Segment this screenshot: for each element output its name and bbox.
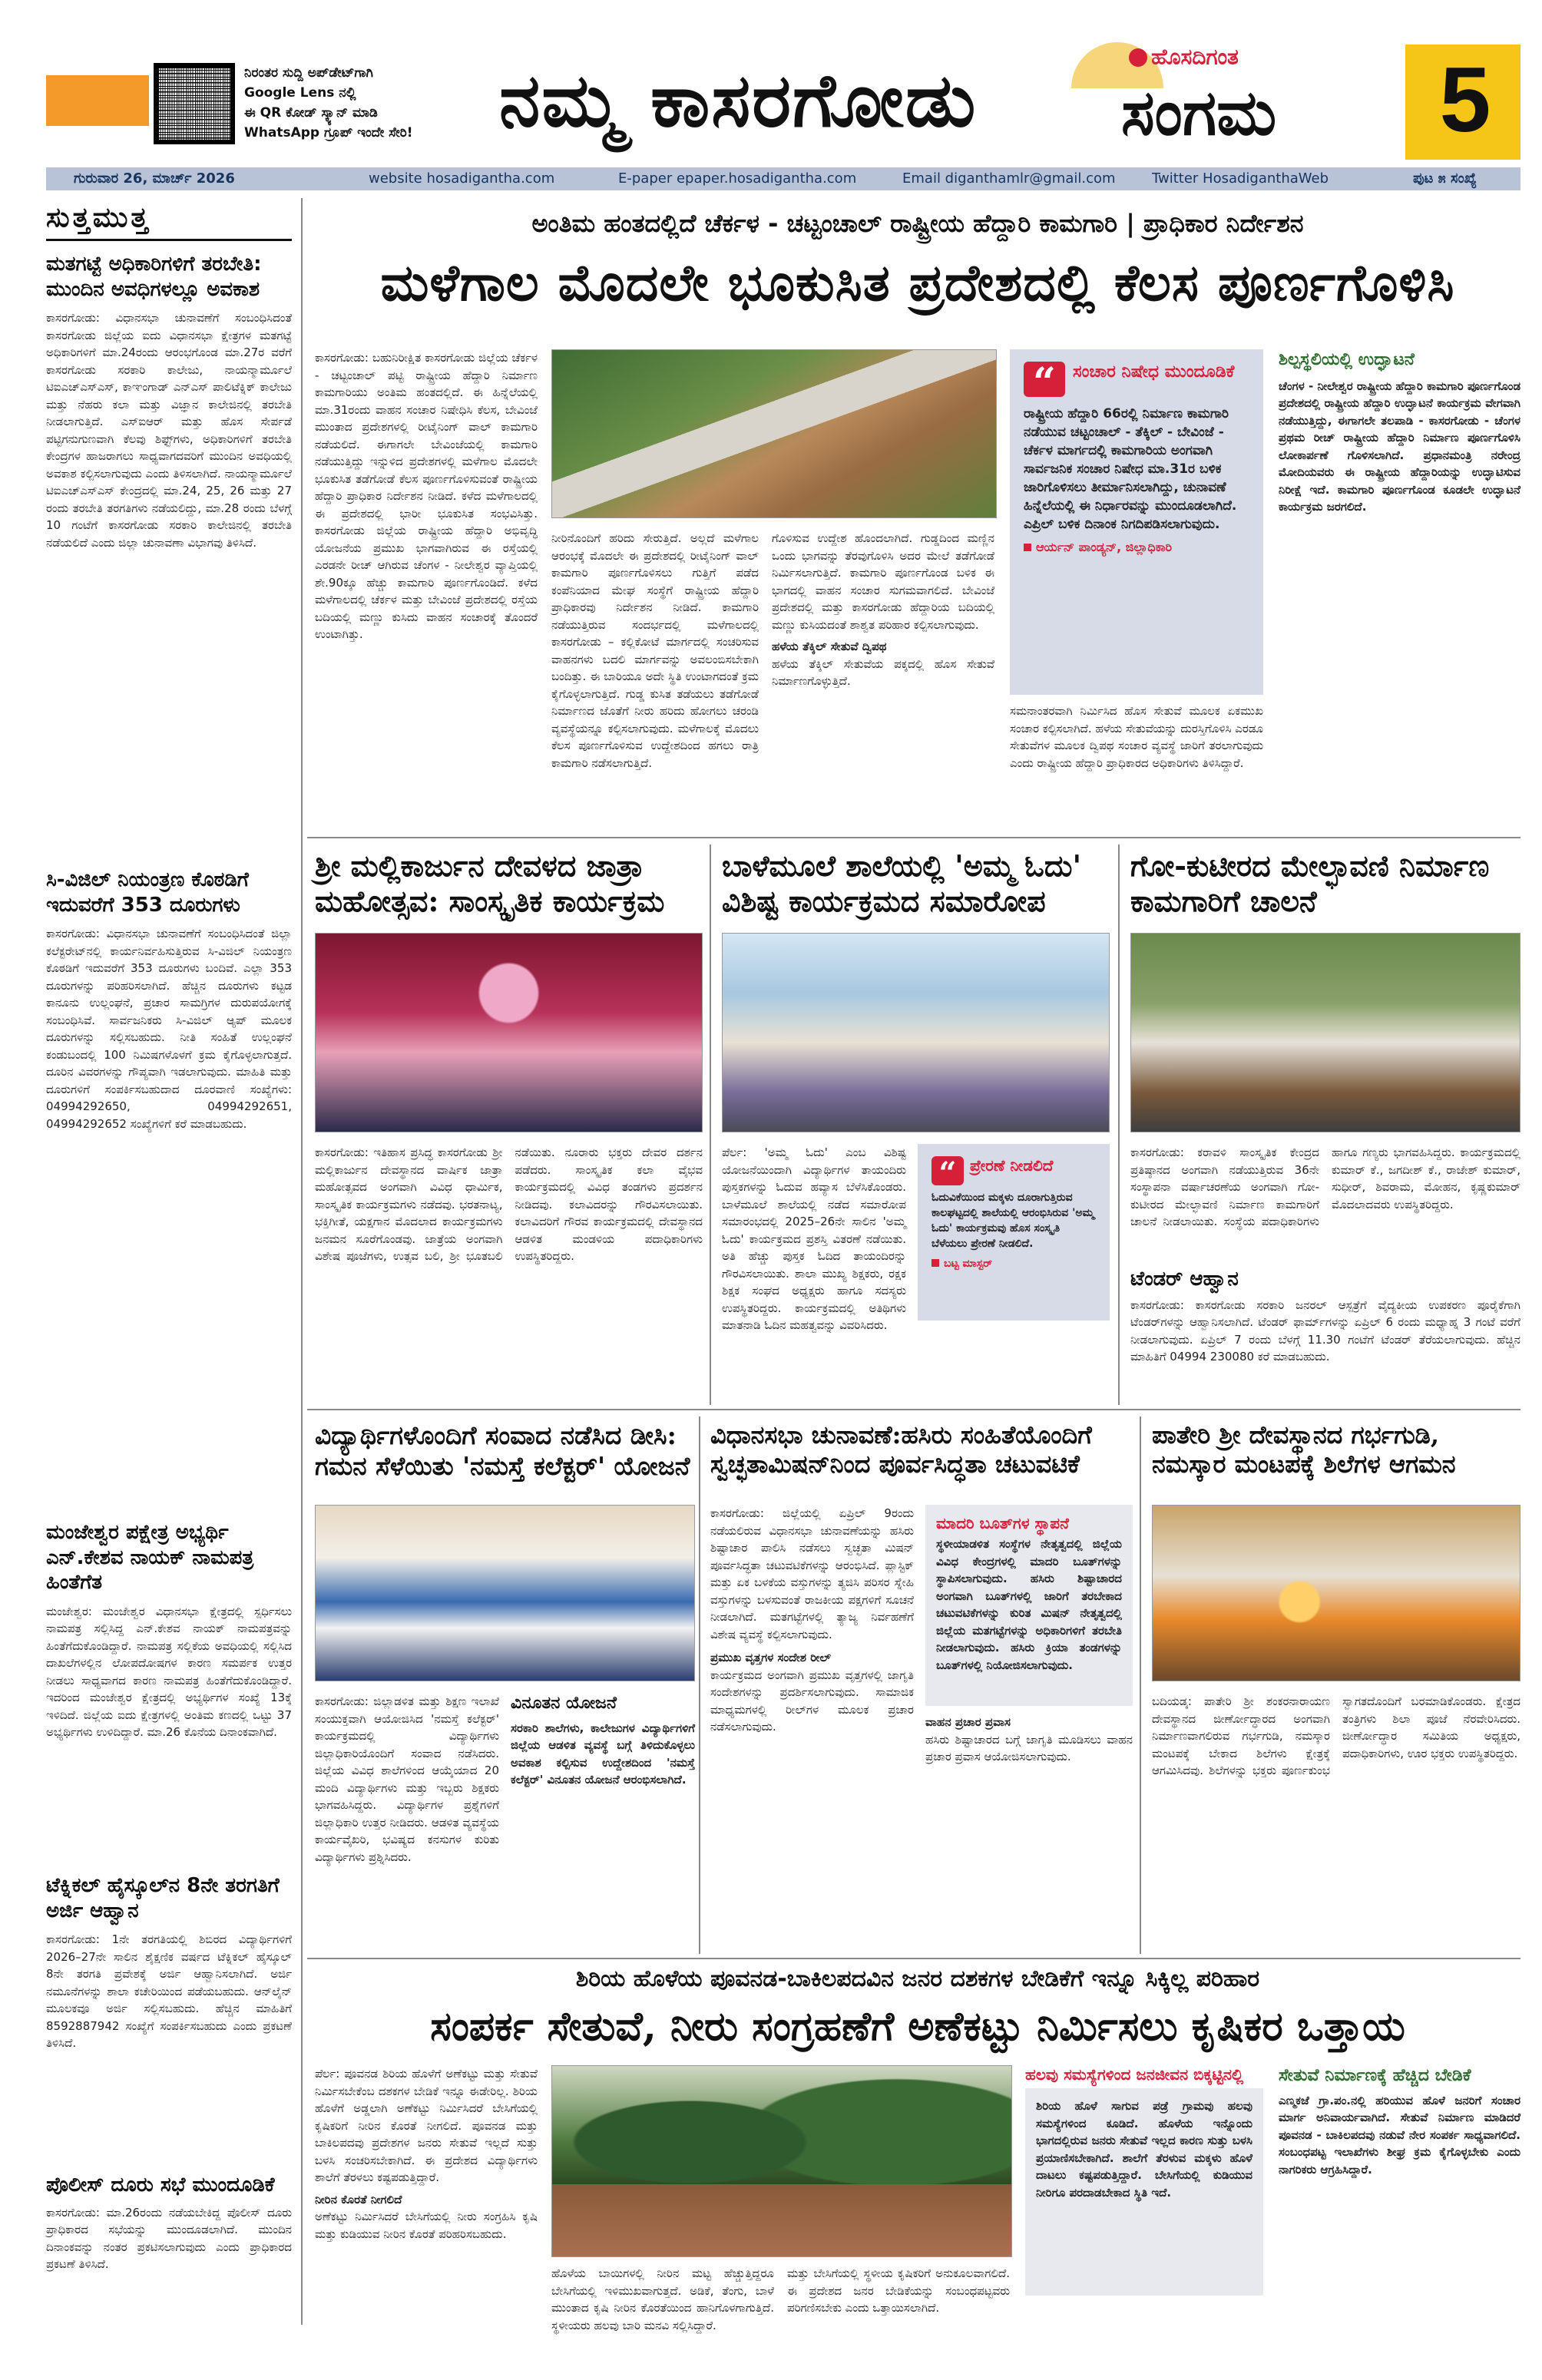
left-story-5: [46, 2173, 292, 2312]
column-rule: [699, 1416, 700, 1954]
story-body: ಕಾಸರಗೋಡು: ಮಾ.26ರಂದು ನಡೆಯಬೇಕಿದ್ದ ಪೊಲೀಸ್ ದೂರು ಪ್ರಾಧಿಕಾರದ ಸಭೆಯನ್ನು ಮುಂದೂಡಲಾಗಿದೆ. ಮುಂದಿನ ದಿನಾಂಕವನ್ನು ನಂತರ ಪ್ರಕಟಿಸಲಾಗುವುದು ಎಂದು ಪ್ರಾಧಿಕಾರದ ಪ್ರಕಟಣೆ ತಿಳಿಸಿದೆ.: [46, 2205, 292, 2271]
brand-logo: ಹೊಸದಿಗಂತ: [1129, 43, 1239, 71]
green-protocol-body: ಕಾಸರಗೋಡು: ಜಿಲ್ಲೆಯಲ್ಲಿ ಏಪ್ರಿಲ್ 9ರಂದು ನಡೆಯಲಿರುವ ವಿಧಾನಸಭಾ ಚುನಾವಣೆಯನ್ನು ಹಸಿರು ಶಿಷ್ಟಾಚಾರ ಪಾಲಿಸಿ ನಡೆಸಲು ಸ್ವಚ್ಛತಾ ಮಿಷನ್ ಪೂರ್ವಸಿದ್ಧತಾ ಚಟುವಟಿಕೆಗಳನ್ನು ಆರಂಭಿಸಿದೆ. ಪ್ಲಾಸ್ಟಿಕ್ ಮತ್ತು ಏಕ ಬಳಕೆಯ ವಸ್ತುಗಳನ್ನು ತ್ಯಜಿಸಿ ಪರಿಸರ ಸ್ನೇಹಿ ವಸ್ತುಗಳನ್ನು ಬಳಸುವಂತೆ ರಾಜಕೀಯ ಪಕ್ಷಗಳಿಗೆ ಸೂಚನೆ ನೀಡಲಾಗಿದೆ. ಮತಗಟ್ಟೆಗಳಲ್ಲಿ ತ್ಯಾಜ್ಯ ನಿರ್ವಹಣೆಗೆ ವಿಶೇಷ ವ್ಯವಸ್ಥೆ ಕಲ್ಪಿಸಲಾಗುವುದು. ಪ್ರಮುಖ ವೃತ್ತಗಳ ಸಂದೇಶ ರೀಲ್ ಕಾರ್ಯಕ್ರಮದ ಅಂಗವಾಗಿ ಪ್ರಮುಖ ವೃತ್ತಗಳಲ್ಲಿ ಜಾಗೃತಿ ಸಂದೇಶಗಳನ್ನು ಪ್ರದರ್ಶಿಸಲಾಗುವುದು. ಸಾಮಾಜಿಕ ಮಾಧ್ಯಮಗಳಲ್ಲಿ ರೀಲ್‌ಗಳ ಮೂಲಕ ಪ್ರಚಾರ ನಡೆಸಲಾಗುವುದು.: [710, 1506, 914, 1734]
story-title: ಸಿ-ವಿಜಿಲ್ ನಿಯಂತ್ರಣ ಕೊಠಡಿಗೆ ಇದುವರೆಗೆ 353 ದೂರುಗಳು: [46, 868, 249, 917]
tender-notice: ಟೆಂಡರ್ ಆಹ್ವಾನ ಕಾಸರಗೋಡು: ಕಾಸರಗೋಡು ಸರಕಾರಿ ಜನರಲ್ ಆಸ್ಪತ್ರೆಗೆ ವೈದ್ಯಕೀಯ ಉಪಕರಣ ಪೂರೈಕೆಗಾಗಿ ಟೆಂಡರ್‌ಗಳನ್ನು ಆಹ್ವಾನಿಸಲಾಗಿದೆ. ಟೆಂಡರ್ ಫಾರ್ಮ್‌ಗಳನ್ನು ಏಪ್ರಿಲ್ 6 ರಂದು ಮಧ್ಯಾಹ್ನ 3 ಗಂಟೆ ವರೆಗೆ ನೀಡಲಾಗುವುದು. ಏಪ್ರಿಲ್ 7 ರಂದು ಬೆಳಗ್ಗೆ 11.30 ಗಂಟೆಗೆ ಟೆಂಡರ್ ತೆರೆಯಲಾಗುವುದು. ಹೆಚ್ಚಿನ ಮಾಹಿತಿಗೆ 04994 230080 ಕರೆ ಮಾಡಬಹುದು.: [1130, 1268, 1520, 1364]
school-headline: ಬಾಳೆಮೂಲೆ ಶಾಲೆಯಲ್ಲಿ 'ಅಮ್ಮ ಓದು' ವಿಶಿಷ್ಟ ಕಾರ್ಯಕ್ರಮದ ಸಮಾರೋಪ: [722, 848, 1082, 918]
temple-photo: [315, 933, 703, 1132]
lead-col-3: ಗೊಳಿಸುವ ಉದ್ದೇಶ ಹೊಂದಲಾಗಿದೆ. ಗುಡ್ಡದಿಂದ ಮಣ್ಣಿನ ಒಂದು ಭಾಗವನ್ನು ತೆರವುಗೊಳಿಸಿ ಅದರ ಮೇಲೆ ತಡೆಗೋಡೆ ನಿರ್ಮಿಸಲಾಗುತ್ತಿದೆ. ಕಾಮಗಾರಿ ಪೂರ್ಣಗೊಂಡ ಬಳಿಕ ಈ ಭಾಗದಲ್ಲಿ ವಾಹನ ಸಂಚಾರ ಸುಗಮವಾಗಲಿದೆ. ಬೇವಿಂಜೆ ಪ್ರದೇಶದಲ್ಲಿ ಮತ್ತು ಕಾಸರಗೋಡು ಹೆದ್ದಾರಿಯ ಬದಿಯಲ್ಲಿ ಮಣ್ಣು ಕುಸಿಯದಂತೆ ಶಾಶ್ವತ ಪರಿಹಾರ ಕಲ್ಪಿಸಲಾಗುವುದು. ಹಳೆಯ ತೆಕ್ಕಿಲ್ ಸೇತುವೆ ದ್ವಿಪಥ ಹಳೆಯ ತೆಕ್ಕಿಲ್ ಸೇತುವೆಯ ಪಕ್ಕದಲ್ಲಿ ಹೊಸ ಸೇತುವೆ ನಿರ್ಮಾಣಗೊಳ್ಳುತ್ತಿದೆ.: [772, 531, 994, 688]
paper-title: ನಮ್ಮ ಕಾಸರಗೋಡು: [499, 57, 978, 144]
cow-shed-body: ಕಾಸರಗೋಡು: ಕರಾವಳಿ ಸಾಂಸ್ಕೃತಿಕ ಕೇಂದ್ರದ ಪ್ರತಿಷ್ಠಾನದ ಅಂಗವಾಗಿ ನಡೆಯುತ್ತಿರುವ 36ನೇ ಸಂಸ್ಥಾಪನಾ ವರ್ಷಾಚರಣೆಯ ಅಂಗವಾಗಿ ಗೋ-ಕುಟೀರದ ಮೇಲ್ಛಾವಣಿ ನಿರ್ಮಾಣ ಕಾಮಗಾರಿಗೆ ಚಾಲನೆ ನೀಡಲಾಯಿತು. ಸಂಸ್ಥೆಯ ಪದಾಧಿಕಾರಿಗಳು ಹಾಗೂ ಗಣ್ಯರು ಭಾಗವಹಿಸಿದ್ದರು. ಕಾರ್ಯಕ್ರಮದಲ್ಲಿ ಕುಮಾರ್ ಕೆ., ಜಗದೀಶ್ ಕೆ., ರಾಜೇಶ್ ಕುಮಾರ್, ಸುಧೀರ್, ಶಿವರಾಮ, ಮೋಹನ, ಕೃಷ್ಣಕುಮಾರ್ ಮೊದಲಾದವರು ಉಪಸ್ಥಿತರಿದ್ದರು.: [1130, 1145, 1520, 1228]
cow-shed-headline: ಗೋ-ಕುಟೀರದ ಮೇಲ್ಛಾವಣಿ ನಿರ್ಮಾಣ ಕಾಮಗಾರಿಗೆ ಚಾಲನೆ: [1130, 848, 1490, 918]
story-title: ಪೊಲೀಸ್ ದೂರು ಸಭೆ ಮುಂದೂಡಿಕೆ: [46, 2173, 275, 2197]
quote-icon: “: [1024, 362, 1065, 397]
school-body: ಪೆರ್ಲ: 'ಅಮ್ಮ ಓದು' ಎಂಬ ವಿಶಿಷ್ಟ ಯೋಜನೆಯಿಂದಾಗಿ ವಿದ್ಯಾರ್ಥಿಗಳ ತಾಯಂದಿರು ಪುಸ್ತಕಗಳನ್ನು ಓದುವ ಹವ್ಯಾಸ ಬೆಳೆಸಿಕೊಂಡರು. ಬಾಳೆಮೂಲೆ ಶಾಲೆಯಲ್ಲಿ ನಡೆದ ಸಮಾರೋಪ ಸಮಾರಂಭದಲ್ಲಿ 2025–26ನೇ ಸಾಲಿನ 'ಅಮ್ಮ ಓದು' ಕಾರ್ಯಕ್ರಮದ ಪ್ರಶಸ್ತಿ ವಿತರಣೆ ನಡೆಯಿತು. ಅತಿ ಹೆಚ್ಚು ಪುಸ್ತಕ ಓದಿದ ತಾಯಂದಿರನ್ನು ಗೌರವಿಸಲಾಯಿತು. ಶಾಲಾ ಮುಖ್ಯ ಶಿಕ್ಷಕರು, ರಕ್ಷಕ ಶಿಕ್ಷಕ ಸಂಘದ ಅಧ್ಯಕ್ಷರು ಹಾಗೂ ಸದಸ್ಯರು ಉಪಸ್ಥಿತರಿದ್ದರು. ಕಾರ್ಯಕ್ರಮದಲ್ಲಿ ಅತಿಥಿಗಳು ಮಾತನಾಡಿ ಓದಿನ ಮಹತ್ವವನ್ನು ವಿವರಿಸಿದರು.: [722, 1145, 906, 1332]
bottom-col-2: ಹೊಳೆಯ ಬಾಯಿಗಳಲ್ಲಿ ನೀರಿನ ಮಟ್ಟ ಹೆಚ್ಚುತ್ತಿದ್ದರೂ ಬೇಸಿಗೆಯಲ್ಲಿ ಇಳಿಮುಖವಾಗುತ್ತದೆ. ಅಡಿಕೆ, ತೆಂಗು, ಬಾಳೆ ಮುಂತಾದ ಕೃಷಿ ನೀರಿನ ಕೊರತೆಯಿಂದ ಹಾನಿಗೊಳಗಾಗುತ್ತಿದೆ. ಸ್ಥಳೀಯರು ಹಲವು ಬಾರಿ ಮನವಿ ಸಲ್ಲಿಸಿದ್ದಾರೆ.: [551, 2266, 774, 2332]
info-bar: [46, 167, 1520, 190]
epaper-link[interactable]: E-paper epaper.hosadigantha.com: [618, 170, 857, 187]
page-count: ಪುಟ ೫ ಸಂಖ್ಯೆ: [1413, 170, 1477, 187]
temple-stones-photo: [1152, 1505, 1520, 1681]
lead-sidebar: ಶಿಲ್ಪಸ್ಥಲಿಯಲ್ಲಿ ಉದ್ಘಾಟನೆ ಚೆಂಗಳ - ನೀಲೇಶ್ವರ ರಾಷ್ಟ್ರೀಯ ಹೆದ್ದಾರಿ ಕಾಮಗಾರಿ ಪೂರ್ಣಗೊಂಡ ಪ್ರದೇಶದಲ್ಲಿ ರಾಷ್ಟ್ರೀಯ ಹೆದ್ದಾರಿ ಉದ್ಘಾಟನೆ ಕಾರ್ಯಕ್ರಮ ವೇಗವಾಗಿ ನಡೆಯುತ್ತಿದ್ದು, ಈಗಾಗಲೇ ತಲಪಾಡಿ - ಕಾಸರಗೋಡು - ಚೆಂಗಳ ಪ್ರಥಮ ರೀಚ್ ರಾಷ್ಟ್ರೀಯ ಹೆದ್ದಾರಿ ನಿರ್ಮಾಣ ಪೂರ್ಣಗೊಳಿಸಿ ಲೋಕಾರ್ಪಣೆ ಗೊಳಿಸಲಾಗಿದೆ. ಪ್ರಧಾನಮಂತ್ರಿ ನರೇಂದ್ರ ಮೋದಿಯವರು ಈ ರಾಷ್ಟ್ರೀಯ ಹೆದ್ದಾರಿಯನ್ನು ಉದ್ಘಾಟಿಸುವ ನಿರೀಕ್ಷೆ ಇದೆ. ಕಾಮಗಾರಿ ಪೂರ್ಣಗೊಂಡ ಕೂಡಲೇ ಉದ್ಘಾಟನೆ ಕಾರ್ಯಕ್ರಮ ಜರಗಲಿದೆ.: [1279, 350, 1520, 514]
temple-headline: ಶ್ರೀ ಮಲ್ಲಿಕಾರ್ಜುನ ದೇವಳದ ಜಾತ್ರಾ ಮಹೋತ್ಸವ: ಸಾಂಸ್ಕೃತಿಕ ಕಾರ್ಯಕ್ರಮ: [315, 848, 665, 918]
story-title: ಮಂಜೇಶ್ವರ ಪಕ್ಷೇತ್ರ ಅಭ್ಯರ್ಥಿ ಎನ್.ಕೇಶವ ನಾಯಕ್ ನಾಮಪತ್ರ ಹಿಂತೆಗೆತ: [46, 1521, 254, 1594]
date: ಗುರುವಾರ 26, ಮಾರ್ಚ್ 2026: [74, 170, 235, 187]
lead-col-4: ಸಮನಾಂತರವಾಗಿ ನಿರ್ಮಿಸಿದ ಹೊಸ ಸೇತುವೆ ಮೂಲಕ ಏಕಮುಖ ಸಂಚಾರ ಕಲ್ಪಿಸಲಾಗಿದೆ. ಹಳೆಯ ಸೇತುವೆಯನ್ನು ದುರಸ್ತಿಗೊಳಿಸಿ ಎರಡೂ ಸೇತುವೆಗಳ ಮೂಲಕ ದ್ವಿಪಥ ಸಂಚಾರ ವ್ಯವಸ್ಥೆ ಜಾರಿಗೆ ತರಲಾಗುವುದು ಎಂದು ರಾಷ್ಟ್ರೀಯ ಹೆದ್ದಾರಿ ಪ್ರಾಧಿಕಾರದ ಅಧಿಕಾರಿಗಳು ತಿಳಿಸಿದ್ದಾರೆ.: [1010, 704, 1263, 770]
green-protocol-box: ಮಾದರಿ ಬೂತ್‌ಗಳ ಸ್ಥಾಪನೆ ಸ್ಥಳೀಯಾಡಳಿತ ಸಂಸ್ಥೆಗಳ ನೇತೃತ್ವದಲ್ಲಿ ಜಿಲ್ಲೆಯ ವಿವಿಧ ಕೇಂದ್ರಗಳಲ್ಲಿ ಮಾದರಿ ಬೂತ್‌ಗಳನ್ನು ಸ್ಥಾಪಿಸಲಾಗುವುದು. ಹಸಿರು ಶಿಷ್ಟಾಚಾರದ ಅಂಗವಾಗಿ ಬೂತ್‌ಗಳಲ್ಲಿ ಜಾರಿಗೆ ತರಬೇಕಾದ ಚಟುವಟಿಕೆಗಳನ್ನು ಕುರಿತ ಮಿಷನ್ ನೇತೃತ್ವದಲ್ಲಿ ಜಿಲ್ಲೆಯ ಮತಗಟ್ಟೆಗಳನ್ನು ಅಧಿಕಾರಿಗಳಿಗೆ ತರಬೇತಿ ನೀಡಲಾಗುವುದು. ಹಸಿರು ಕ್ರಿಯಾ ತಂಡಗಳನ್ನು ಬೂತ್‌ಗಳಲ್ಲಿ ನಿಯೋಜಿಸಲಾಗುವುದು. ವಾಹನ ಪ್ರಚಾರ ಪ್ರವಾಸ ಹಸಿರು ಶಿಷ್ಟಾಚಾರದ ಬಗ್ಗೆ ಜಾಗೃತಿ ಮೂಡಿಸಲು ವಾಹನ ಪ್ರಚಾರ ಪ್ರವಾಸ ಆಯೋಜಿಸಲಾಗುವುದು.: [925, 1505, 1133, 1967]
website-link[interactable]: website hosadigantha.com: [369, 170, 555, 187]
story-body: ಕಾಸರಗೋಡು: ವಿಧಾನಸಭಾ ಚುನಾವಣೆಗೆ ಸಂಬಂಧಿಸಿದಂತೆ ಜಿಲ್ಲಾ ಕಲೆಕ್ಟರೇಟ್‌ನಲ್ಲಿ ಕಾರ್ಯನಿರ್ವಹಿಸುತ್ತಿರುವ ಸಿ-ವಿಜಿಲ್ ನಿಯಂತ್ರಣ ಕೊಠಡಿಗೆ ಇದುವರೆಗೆ 353 ದೂರುಗಳು ಬಂದಿವೆ. ಎಲ್ಲಾ 353 ದೂರುಗಳನ್ನು ಪರಿಹರಿಸಲಾಗಿದೆ. ಹೆಚ್ಚಿನ ದೂರುಗಳು ಕಟ್ಟಡ ಕಾನೂನು ಉಲ್ಲಂಘನೆ, ಪ್ರಚಾರ ಸಾಮಗ್ರಿಗಳ ದುರುಪಯೋಗಕ್ಕೆ ಸಂಬಂಧಿಸಿವೆ. ಸಾರ್ವಜನಿಕರು ಸಿ-ವಿಜಿಲ್ ಆ್ಯಪ್ ಮೂಲಕ ದೂರುಗಳನ್ನು ಸಲ್ಲಿಸಬಹುದು. ನೀತಿ ಸಂಹಿತೆ ಉಲ್ಲಂಘನೆ ಕಂಡುಬಂದಲ್ಲಿ 100 ನಿಮಿಷಗಳೊಳಗೆ ಕ್ರಮ ಕೈಗೊಳ್ಳಲಾಗುತ್ತದೆ. ದೂರಿನ ವಿವರಗಳನ್ನು ಗೌಪ್ಯವಾಗಿ ಇಡಲಾಗುವುದು. ಮಾಹಿತಿ ಮತ್ತು ದೂರುಗಳಿಗೆ ಸಂಪರ್ಕಿಸಬಹುದಾದ ದೂರವಾಣಿ ಸಂಖ್ಯೆಗಳು: 04994292650, 04994292651, 04994292652 ಸಂಖ್ಯೆಗಳಿಗೆ ಕರೆ ಮಾಡಬಹುದು.: [46, 927, 292, 1131]
story-body: ಕಾಸರಗೋಡು: 1ನೇ ತರಗತಿಯಲ್ಲಿ ಶಿಬಿರದ ವಿದ್ಯಾರ್ಥಿಗಳಿಗೆ 2026–27ನೇ ಸಾಲಿನ ಶೈಕ್ಷಣಿಕ ವರ್ಷದ ಟೆಕ್ನಿಕಲ್ ಹೈಸ್ಕೂಲ್ 8ನೇ ತರಗತಿ ಪ್ರವೇಶಕ್ಕೆ ಅರ್ಜಿ ಆಹ್ವಾನಿಸಲಾಗಿದೆ. ಅರ್ಜಿ ನಮೂನೆಗಳನ್ನು ಶಾಲಾ ಕಚೇರಿಯಿಂದ ಪಡೆಯಬಹುದು. ಆನ್‌ಲೈನ್ ಮೂಲಕವೂ ಅರ್ಜಿ ಸಲ್ಲಿಸಬಹುದು. ಹೆಚ್ಚಿನ ಮಾಹಿತಿಗೆ 8592887942 ಸಂಖ್ಯೆಗೆ ಸಂಪರ್ಕಿಸಬಹುದು ಎಂದು ಪ್ರಕಟಣೆ ತಿಳಿಸಿದೆ.: [46, 1932, 292, 2050]
story-title: ಮತಗಟ್ಟೆ ಅಧಿಕಾರಿಗಳಿಗೆ ತರಬೇತಿ: ಮುಂದಿನ ಅವಧಿಗಳಲ್ಲೂ ಅವಕಾಶ: [46, 253, 262, 301]
column-rule: [1118, 845, 1120, 1405]
bottom-kicker: ಶಿರಿಯ ಹೊಳೆಯ ಪೂವನಡ-ಬಾಕಿಲಪದವಿನ ಜನರ ದಶಕಗಳ ಬೇಡಿಕೆಗೆ ಇನ್ನೂ ಸಿಕ್ಕಿಲ್ಲ ಪರಿಹಾರ: [575, 1965, 1260, 1992]
qr-note: ನಿರಂತರ ಸುದ್ದಿ ಅಪ್‌ಡೇಟ್‌ಗಾಗಿ Google Lens ನಲ್ಲಿ ಈ QR ಕೋಡ್ ಸ್ಕ್ಯಾನ್ ಮಾಡಿ WhatsApp ಗ್ರೂಪ್ ಇಂದೇ ಸೇರಿ!: [244, 65, 413, 140]
lead-kicker: ಅಂತಿಮ ಹಂತದಲ್ಲಿದೆ ಚೆರ್ಕಳ - ಚಟ್ಟಂಚಾಲ್ ರಾಷ್ಟ್ರೀಯ ಹೆದ್ದಾರಿ ಕಾಮಗಾರಿ | ಪ್ರಾಧಿಕಾರ ನಿರ್ದೇಶನ: [531, 209, 1304, 238]
school-quote: “ ಪ್ರೇರಣೆ ನೀಡಲಿದೆ ಓದುವಿಕೆಯಿಂದ ಮಕ್ಕಳು ದೂರಾಗುತ್ತಿರುವ ಕಾಲಘಟ್ಟದಲ್ಲಿ ಶಾಲೆಯಲ್ಲಿ ಆರಂಭಿಸಿರುವ 'ಅಮ್ಮ ಓದು' ಕಾರ್ಯಕ್ರಮವು ಹೊಸ ಸಂಸ್ಕೃತಿ ಬೆಳೆಯಲು ಪ್ರೇರಣೆ ನೀಡಲಿದೆ. ಬಟ್ಟ ಮಾಸ್ಟರ್: [918, 1144, 1110, 1321]
collector-sidebar: ವಿನೂತನ ಯೋಜನೆ ಸರಕಾರಿ ಶಾಲೆಗಳು, ಕಾಲೇಜುಗಳ ವಿದ್ಯಾರ್ಥಿಗಳಿಗೆ ಜಿಲ್ಲೆಯ ಆಡಳಿತ ವ್ಯವಸ್ಥೆ ಬಗ್ಗೆ ತಿಳಿದುಕೊಳ್ಳಲು ಅವಕಾಶ ಕಲ್ಪಿಸುವ ಉದ್ದೇಶದಿಂದ 'ನಮಸ್ತೆ ಕಲೆಕ್ಟರ್' ವಿನೂತನ ಯೋಜನೆ ಆರಂಭಿಸಲಾಗಿದೆ.: [511, 1694, 695, 1787]
column-rule: [301, 198, 303, 2325]
qr-code[interactable]: [154, 63, 235, 144]
bullet-icon: [931, 1259, 939, 1267]
lead-col-1: ಕಾಸರಗೋಡು: ಬಹುನಿರೀಕ್ಷಿತ ಕಾಸರಗೋಡು ಜಿಲ್ಲೆಯ ಚೆರ್ಕಳ - ಚಟ್ಟಂಚಾಲ್ ಪಟ್ಟಿ ರಾಷ್ಟ್ರೀಯ ಹೆದ್ದಾರಿ ನಿರ್ಮಾಣ ಕಾಮಗಾರಿಯು ಅಂತಿಮ ಹಂತದಲ್ಲಿದೆ. ಈ ಹಿನ್ನೆಲೆಯಲ್ಲಿ ಮಾ.31ರಂದು ವಾಹನ ಸಂಚಾರ ನಿಷೇಧಿಸಿ ಕೆಲಸ, ಬೇವಿಂಜೆ ಮುಂತಾದ ಪ್ರದೇಶಗಳಲ್ಲಿ ರೀಟೈನಿಂಗ್ ವಾಲ್ ಕಾಮಗಾರಿ ನಡೆಯಲಿದೆ. ಈಗಾಗಲೇ ಬೇವಿಂಜೆಯಲ್ಲಿ ಕಾಮಗಾರಿ ನಡೆಯುತ್ತಿದ್ದು ಇನ್ನುಳಿದ ಪ್ರದೇಶಗಳಲ್ಲಿ ಮಳೆಗಾಲ ಮೊದಲೇ ಭೂಕುಸಿತ ತಡೆಗೋಡೆ ಕೆಲಸ ಪೂರ್ಣಗೊಳಿಸುವಂತೆ ರಾಷ್ಟ್ರೀಯ ಹೆದ್ದಾರಿ ಪ್ರಾಧಿಕಾರ ನಿರ್ದೇಶನ ನೀಡಿದೆ. ಕಳೆದ ಮಳೆಗಾಲದಲ್ಲಿ ಈ ಪ್ರದೇಶದಲ್ಲಿ ಭಾರೀ ಭೂಕುಸಿತ ಸಂಭವಿಸಿತ್ತು. ಕಾಸರಗೋಡು ಜಿಲ್ಲೆಯ ರಾಷ್ಟ್ರೀಯ ಹೆದ್ದಾರಿ ಅಭಿವೃದ್ಧಿ ಯೋಜನೆಯ ಪ್ರಮುಖ ಭಾಗವಾಗಿರುವ ಈ ರಸ್ತೆಯಲ್ಲಿ ಎರಡನೇ ರೀಚ್ ಆಗಿರುವ ಚೆಂಗಳ - ನೀಲೇಶ್ವರ ವ್ಯಾಪ್ತಿಯಲ್ಲಿ ಶೇ.90ಕ್ಕೂ ಹೆಚ್ಚು ಕಾಮಗಾರಿ ಪೂರ್ಣಗೊಂಡಿದೆ. ಕಳೆದ ಮಳೆಗಾಲದಲ್ಲಿ ಚೆರ್ಕಳ ಮತ್ತು ಬೇವಿಂಜೆ ಪ್ರದೇಶದಲ್ಲಿ ರಸ್ತೆಯ ಬದಿಯಲ್ಲಿ ಮಣ್ಣು ಕುಸಿದು ವಾಹನ ಸಂಚಾರಕ್ಕೆ ತೊಂದರೆ ಉಂಟಾಗಿತ್ತು.: [315, 351, 538, 641]
temple-body: ಕಾಸರಗೋಡು: ಇತಿಹಾಸ ಪ್ರಸಿದ್ಧ ಕಾಸರಗೋಡು ಶ್ರೀ ಮಲ್ಲಿಕಾರ್ಜುನ ದೇವಸ್ಥಾನದ ವಾರ್ಷಿಕ ಜಾತ್ರಾ ಮಹೋತ್ಸವದ ಅಂಗವಾಗಿ ವಿವಿಧ ಧಾರ್ಮಿಕ, ಸಾಂಸ್ಕೃತಿಕ ಕಾರ್ಯಕ್ರಮಗಳು ನಡೆದವು. ಭರತನಾಟ್ಯ, ಭಕ್ತಿಗೀತೆ, ಯಕ್ಷಗಾನ ಮೊದಲಾದ ಕಾರ್ಯಕ್ರಮಗಳು ಜನಮನ ಸೂರೆಗೊಂಡವು. ಜಾತ್ರೆಯ ಅಂಗವಾಗಿ ವಿಶೇಷ ಪೂಜೆಗಳು, ಉತ್ಸವ ಬಲಿ, ಶ್ರೀ ಭೂತಬಲಿ ನಡೆಯಿತು. ನೂರಾರು ಭಕ್ತರು ದೇವರ ದರ್ಶನ ಪಡೆದರು. ಸಾಂಸ್ಕೃತಿಕ ಕಲಾ ವೈಭವ ಕಾರ್ಯಕ್ರಮದಲ್ಲಿ ವಿವಿಧ ತಂಡಗಳು ಪ್ರದರ್ಶನ ನೀಡಿದವು. ಕಲಾವಿದರನ್ನು ಗೌರವಿಸಲಾಯಿತು. ಕಲಾವಿದರಿಗೆ ಗೌರವ ಕಾರ್ಯಕ್ರಮದಲ್ಲಿ ದೇವಸ್ಥಾನದ ಆಡಳಿತ ಮಂಡಳಿಯ ಪದಾಧಿಕಾರಿಗಳು ಉಪಸ್ಥಿತರಿದ್ದರು.: [315, 1145, 703, 1263]
bottom-col-1: ಪೆರ್ಲ: ಪೂವನಡ ಶಿರಿಯ ಹೊಳೆಗೆ ಅಣೆಕಟ್ಟು ಮತ್ತು ಸೇತುವೆ ನಿರ್ಮಿಸಬೇಕೆಂಬ ದಶಕಗಳ ಬೇಡಿಕೆ ಇನ್ನೂ ಈಡೇರಿಲ್ಲ. ಶಿರಿಯ ಹೊಳೆಗೆ ಅಡ್ಡಲಾಗಿ ಅಣೆಕಟ್ಟು ನಿರ್ಮಿಸಿದರೆ ಬೇಸಿಗೆಯಲ್ಲಿ ಕೃಷಿಕರಿಗೆ ನೀರಿನ ಕೊರತೆ ನೀಗಲಿದೆ. ಪೂವನಡ ಮತ್ತು ಬಾಕಿಲಪದವು ಪ್ರದೇಶಗಳ ಜನರು ಸೇತುವೆ ಇಲ್ಲದೆ ಸುತ್ತು ಬಳಸಿ ಸಂಚರಿಸಬೇಕಾಗಿದೆ. ಈ ಪ್ರದೇಶದ ವಿದ್ಯಾರ್ಥಿಗಳು ಶಾಲೆಗೆ ತೆರಳಲು ಕಷ್ಟಪಡುತ್ತಿದ್ದಾರೆ. ನೀರಿನ ಕೊರತೆ ನೀಗಲಿದೆ ಅಣೆಕಟ್ಟು ನಿರ್ಮಿಸಿದರೆ ಬೇಸಿಗೆಯಲ್ಲಿ ನೀರು ಸಂಗ್ರಹಿಸಿ ಕೃಷಿ ಮತ್ತು ಕುಡಿಯುವ ನೀರಿನ ಕೊರತೆ ಪರಿಹರಿಸಬಹುದು.: [315, 2067, 538, 2241]
school-photo: [722, 933, 1110, 1132]
river-photo: [551, 2065, 1012, 2257]
story-title: ಟೆಕ್ನಿಕಲ್ ಹೈಸ್ಕೂಲ್‌ನ 8ನೇ ತರಗತಿಗೆ ಅರ್ಜಿ ಆಹ್ವಾನ: [46, 1874, 280, 1922]
temple-stones-body: ಬದಿಯಡ್ಕ: ಪಾತೇರಿ ಶ್ರೀ ಶಂಕರನಾರಾಯಣ ದೇವಸ್ಥಾನದ ಜೀರ್ಣೋದ್ಧಾರದ ಅಂಗವಾಗಿ ನಿರ್ಮಾಣವಾಗಲಿರುವ ಗರ್ಭಗುಡಿ, ನಮಸ್ಕಾರ ಮಂಟಪಕ್ಕೆ ಬೇಕಾದ ಶಿಲೆಗಳು ಕ್ಷೇತ್ರಕ್ಕೆ ಆಗಮಿಸಿದವು. ಶಿಲೆಗಳನ್ನು ಭಕ್ತರು ಪೂರ್ಣಕುಂಭ ಸ್ವಾಗತದೊಂದಿಗೆ ಬರಮಾಡಿಕೊಂಡರು. ಕ್ಷೇತ್ರದ ತಂತ್ರಿಗಳು ಶಿಲಾ ಪೂಜೆ ನೆರವೇರಿಸಿದರು. ಜೀರ್ಣೋದ್ಧಾರ ಸಮಿತಿಯ ಅಧ್ಯಕ್ಷರು, ಪದಾಧಿಕಾರಿಗಳು, ಊರ ಭಕ್ತರು ಉಪಸ್ಥಿತರಿದ್ದರು.: [1152, 1694, 1520, 1777]
bottom-sidebar: ಸೇತುವೆ ನಿರ್ಮಾಣಕ್ಕೆ ಹೆಚ್ಚಿದ ಬೇಡಿಕೆ ಎಣ್ಮಕಜೆ ಗ್ರಾ.ಪಂ.ನಲ್ಲಿ ಹರಿಯುವ ಹೊಳೆ ಜನರಿಗೆ ಸಂಚಾರ ಮಾರ್ಗ ಅನಿವಾರ್ಯವಾಗಿದೆ. ಸೇತುವೆ ನಿರ್ಮಾಣ ಮಾಡಿದರೆ ಪೂವನಡ - ಬಾಕಿಲಪದವು ನಡುವೆ ನೇರ ಸಂಪರ್ಕ ಸಾಧ್ಯವಾಗಲಿದೆ. ಸಂಬಂಧಪಟ್ಟ ಇಲಾಖೆಗಳು ಶೀಘ್ರ ಕ್ರಮ ಕೈಗೊಳ್ಳಬೇಕು ಎಂದು ನಾಗರಿಕರು ಆಗ್ರಹಿಸಿದ್ದಾರೆ.: [1279, 2066, 1520, 2177]
quote-icon: “: [931, 1156, 964, 1185]
bottom-quote: ಹಲವು ಸಮಸ್ಯೆಗಳಿಂದ ಜನಜೀವನ ಬಿಕ್ಕಟ್ಟಿನಲ್ಲಿ ಶಿರಿಯ ಹೊಳೆ ಸಾಗುವ ಪಡ್ರೆ ಗ್ರಾಮವು ಹಲವು ಸಮಸ್ಯೆಗಳಿಂದ ಕೂಡಿದೆ. ಹೊಳೆಯ ಇನ್ನೊಂದು ಭಾಗದಲ್ಲಿರುವ ಜನರು ಸೇತುವೆ ಇಲ್ಲದ ಕಾರಣ ಸುತ್ತು ಬಳಸಿ ಪ್ರಯಾಣಿಸಬೇಕಾಗಿದೆ. ಶಾಲೆಗೆ ತೆರಳುವ ಮಕ್ಕಳು ಹೊಳೆ ದಾಟಲು ಕಷ್ಟಪಡುತ್ತಿದ್ದಾರೆ. ಬೇಸಿಗೆಯಲ್ಲಿ ಕುಡಿಯುವ ನೀರಿಗೂ ಪರದಾಡಬೇಕಾದ ಸ್ಥಿತಿ ಇದೆ.: [1025, 2065, 1263, 2296]
email-link[interactable]: Email diganthamlr@gmail.com: [902, 170, 1116, 187]
lead-col-2: ನೀರಿನೊಂದಿಗೆ ಹರಿದು ಸೇರುತ್ತಿದೆ. ಅಲ್ಲದೆ ಮಳೆಗಾಲ ಆರಂಭಕ್ಕೆ ಮೊದಲೇ ಈ ಪ್ರದೇಶದಲ್ಲಿ ರೀಟೈನಿಂಗ್ ವಾಲ್ ಕಾಮಗಾರಿ ಪೂರ್ಣಗೊಳಿಸಲು ಗುತ್ತಿಗೆ ಪಡೆದ ಕಂಪೆನಿಯಾದ ಮೇಘ ಸಂಸ್ಥೆಗೆ ರಾಷ್ಟ್ರೀಯ ಹೆದ್ದಾರಿ ಪ್ರಾಧಿಕಾರವು ನಿರ್ದೇಶನ ನೀಡಿದೆ. ಕಾಮಗಾರಿ ನಡೆಯುತ್ತಿರುವ ಸಂದರ್ಭದಲ್ಲಿ ಮಳೆಗಾಲದಲ್ಲಿ ಕಾಸರಗೋಡು – ಕಲ್ಲಿಕೋಟೆ ಮಾರ್ಗದಲ್ಲಿ ಸಂಚರಿಸುವ ವಾಹನಗಳು ಬದಲಿ ಮಾರ್ಗವನ್ನು ಅವಲಂಬಿಸಬೇಕಾಗಿ ಬಂದಿತ್ತು. ಈ ಬಾರಿಯೂ ಅದೇ ಸ್ಥಿತಿ ಉಂಟಾಗದಂತೆ ಕ್ರಮ ಕೈಗೊಳ್ಳಲಾಗುತ್ತಿದೆ. ಗುಡ್ಡ ಕುಸಿತ ತಡೆಯಲು ತಡೆಗೋಡೆ ನಿರ್ಮಾಣದ ಜೊತೆಗೆ ನೀರು ಹರಿದು ಹೋಗಲು ಚರಂಡಿ ವ್ಯವಸ್ಥೆಯನ್ನೂ ಕಲ್ಪಿಸಲಾಗುವುದು. ಮಳೆಗಾಲಕ್ಕೆ ಮೊದಲು ಕೆಲಸ ಪೂರ್ಣಗೊಳಿಸುವ ಉದ್ದೇಶದಿಂದ ಹಗಲು ರಾತ್ರಿ ಕಾಮಗಾರಿ ನಡೆಸಲಾಗುತ್ತಿದೆ.: [551, 531, 759, 770]
bottom-headline: ಸಂಪರ್ಕ ಸೇತುವೆ, ನೀರು ಸಂಗ್ರಹಣೆಗೆ ಅಣೆಕಟ್ಟು ನಿರ್ಮಿಸಲು ಕೃಷಿಕರ ಒತ್ತಾಯ: [430, 2003, 1405, 2050]
collector-body: ಕಾಸರಗೋಡು: ಜಿಲ್ಲಾಡಳಿತ ಮತ್ತು ಶಿಕ್ಷಣ ಇಲಾಖೆ ಸಂಯುಕ್ತವಾಗಿ ಆಯೋಜಿಸಿದ 'ನಮಸ್ತೆ ಕಲೆಕ್ಟರ್' ಕಾರ್ಯಕ್ರಮದಲ್ಲಿ ವಿದ್ಯಾರ್ಥಿಗಳು ಜಿಲ್ಲಾಧಿಕಾರಿಯೊಂದಿಗೆ ಸಂವಾದ ನಡೆಸಿದರು. ಜಿಲ್ಲೆಯ ವಿವಿಧ ಶಾಲೆಗಳಿಂದ ಆಯ್ಕೆಯಾದ 20 ಮಂದಿ ವಿದ್ಯಾರ್ಥಿಗಳು ಮತ್ತು ಇಬ್ಬರು ಶಿಕ್ಷಕರು ಭಾಗವಹಿಸಿದ್ದರು. ವಿದ್ಯಾರ್ಥಿಗಳ ಪ್ರಶ್ನೆಗಳಿಗೆ ಜಿಲ್ಲಾಧಿಕಾರಿ ಉತ್ತರ ನೀಡಿದರು. ಆಡಳಿತ ವ್ಯವಸ್ಥೆಯ ಕಾರ್ಯವೈಖರಿ, ಭವಿಷ್ಯದ ಕನಸುಗಳ ಕುರಿತು ವಿದ್ಯಾರ್ಥಿಗಳು ಪ್ರಶ್ನಿಸಿದರು.: [315, 1694, 499, 1864]
story-body: ಮಂಜೇಶ್ವರ: ಮಂಜೇಶ್ವರ ವಿಧಾನಸಭಾ ಕ್ಷೇತ್ರದಲ್ಲಿ ಸ್ಪರ್ಧಿಸಲು ನಾಮಪತ್ರ ಸಲ್ಲಿಸಿದ್ದ ಎನ್.ಕೇಶವ ನಾಯಕ್ ನಾಮಪತ್ರವನ್ನು ಹಿಂತೆಗೆದುಕೊಂಡಿದ್ದಾರೆ. ನಾಮಪತ್ರ ಸಲ್ಲಿಕೆಯ ಅವಧಿಯಲ್ಲಿ ಸಲ್ಲಿಸಿದ ದಾಖಲೆಗಳಲ್ಲಿನ ಲೋಪದೋಷಗಳ ಕಾರಣ ಸಮರ್ಪಕ ಉತ್ತರ ನೀಡಲು ಸಾಧ್ಯವಾಗದ ಕಾರಣ ನಾಮಪತ್ರ ಹಿಂತೆಗೆದುಕೊಂಡಿದ್ದಾರೆ. ಇದರಿಂದ ಮಂಜೇಶ್ವರ ಕ್ಷೇತ್ರದಲ್ಲಿ ಅಭ್ಯರ್ಥಿಗಳ ಸಂಖ್ಯೆ 13ಕ್ಕೆ ಇಳಿದಿದೆ. ಜಿಲ್ಲೆಯ ಐದು ಕ್ಷೇತ್ರಗಳಲ್ಲಿ ಅಂತಿಮ ಕಣದಲ್ಲಿ ಒಟ್ಟು 37 ಅಭ್ಯರ್ಥಿಗಳು ಉಳಿದಿದ್ದಾರೆ. ಮಾ.26 ಕೊನೆಯ ದಿನಾಂಕವಾಗಿದೆ.: [46, 1604, 292, 1739]
left-story-2: [46, 868, 292, 1478]
left-story-3: [46, 1520, 292, 1833]
story-body: ಕಾಸರಗೋಡು: ವಿಧಾನಸಭಾ ಚುನಾವಣೆಗೆ ಸಂಬಂಧಿಸಿದಂತೆ ಕಾಸರಗೋಡು ಜಿಲ್ಲೆಯ ಐದು ವಿಧಾನಸಭಾ ಕ್ಷೇತ್ರಗಳ ಮತಗಟ್ಟೆ ಅಧಿಕಾರಿಗಳಿಗೆ ಮಾ.24ರಂದು ಆರಂಭಗೊಂಡ ಮಾ.27ರ ವರೆಗೆ ಕಾಸರಗೋಡು ಸರಕಾರಿ ಕಾಲೇಜು, ನಾಯನ್ಮಾರ್ಮೂಲೆ ಟಿಐಎಚ್‌ಎಸ್‌ಎಸ್, ಕಾಞಂಗಾಡ್ ಎನ್‌ಎಸ್ ಪಾಲಿಟೆಕ್ನಿಕ್ ಕಾಲೇಜು ಮತ್ತು ನೆಹರು ಕಲಾ ಮತ್ತು ವಿಜ್ಞಾನ ಕಾಲೇಜಿನಲ್ಲಿ ತರಬೇತಿ ನೀಡಲಾಗುತ್ತಿದೆ. ಎಸ್ಐಆರ್ ಮತ್ತು ಹೊಸ ಸೇರ್ಪಡೆ ಪಟ್ಟಿಗನುಗುಣವಾಗಿ ಕೆಲವು ಶಿಫ್ಟ್‌ಗಳು, ಅಧಿಕಾರಿಗಳಿಗೆ ತರಬೇತಿ ಕೇಂದ್ರಗಳ ಹಾಜರಾಗಲು ಸಾಧ್ಯವಾಗದವರಿಗೆ ಮುಂದಿನ ಅವಧಿಯಲ್ಲಿ ಅವಕಾಶ ಕಲ್ಪಿಸಲಾಗುವುದು ಎಂದು ತಿಳಿಸಲಾಗಿದೆ. ನಾಯನ್ಮಾರ್ಮೂಲೆ ಟಿಐಎಚ್‌ಎಸ್‌ಎಸ್ ಕೇಂದ್ರದಲ್ಲಿ ಮಾ.24, 25, 26 ಮತ್ತು 27 ರಂದು ತರಬೇತಿ ತರಗತಿಗಳು ನಡೆಯಲಿದ್ದು, ಮಾ.28 ರಂದು ಬೆಳಗ್ಗೆ 10 ಗಂಟೆಗೆ ಕಾಸರಗೋಡು ಸರಕಾರಿ ಕಾಲೇಜಿನಲ್ಲಿ ತರಬೇತಿ ನಡೆಯಲಿದೆ ಎಂದು ಜಿಲ್ಲಾ ಚುನಾವಣಾ ವಿಭಾಗವು ತಿಳಿಸಿದೆ.: [46, 311, 292, 550]
lead-subhead: ಹಳೆಯ ತೆಕ್ಕಿಲ್ ಸೇತುವೆ ದ್ವಿಪಥ: [772, 640, 887, 653]
green-protocol-headline: ವಿಧಾನಸಭಾ ಚುನಾವಣೆ:ಹಸಿರು ಸಂಹಿತೆಯೊಂದಿಗೆ ಸ್ವಚ್ಛತಾಮಿಷನ್‌ನಿಂದ ಪೂರ್ವಸಿದ್ಧತಾ ಚಟುವಟಿಕೆ: [710, 1420, 1092, 1479]
column-rule: [710, 845, 711, 1405]
bullet-icon: [1024, 544, 1031, 551]
section-label: ಸುತ್ತಮುತ್ತ: [46, 201, 292, 241]
lead-quote: “ ಸಂಚಾರ ನಿಷೇಧ ಮುಂದೂಡಿಕೆ ರಾಷ್ಟ್ರೀಯ ಹೆದ್ದಾರಿ 66ರಲ್ಲಿ ನಿರ್ಮಾಣ ಕಾಮಗಾರಿ ನಡೆಯುವ ಚಟ್ಟಂಚಾಲ್ - ತೆಕ್ಕಿಲ್ - ಬೇವಿಂಜೆ - ಚೆರ್ಕಳ ಮಾರ್ಗದಲ್ಲಿ ಕಾಮಗಾರಿಯ ಅಂಗವಾಗಿ ಸಾರ್ವಜನಿಕ ಸಂಚಾರ ನಿಷೇಧ ಮಾ.31ರ ಬಳಿಕ ಜಾರಿಗೊಳಿಸಲು ತೀರ್ಮಾನಿಸಲಾಗಿದ್ದು, ಚುನಾವಣೆ ಹಿನ್ನೆಲೆಯಲ್ಲಿ ಈ ನಿರ್ಧಾರವನ್ನು ಮುಂದೂಡಲಾಗಿದೆ. ಎಪ್ರಿಲ್ ಬಳಿಕ ದಿನಾಂಕ ನಿಗದಿಪಡಿಸಲಾಗುವುದು. ಆರ್ಯನ್ ಪಾಂಡ್ಯನ್, ಜಿಲ್ಲಾಧಿಕಾರಿ: [1010, 349, 1263, 695]
column-rule: [1140, 1416, 1141, 1954]
page-number: 5: [1439, 48, 1491, 151]
lead-headline: ಮಳೆಗಾಲ ಮೊದಲೇ ಭೂಕುಸಿತ ಪ್ರದೇಶದಲ್ಲಿ ಕೆಲಸ ಪೂರ್ಣಗೊಳಿಸಿ: [380, 253, 1455, 312]
section-rule: [307, 1958, 1520, 1959]
lead-photo: [551, 349, 997, 518]
twitter-link[interactable]: Twitter HosadiganthaWeb: [1152, 170, 1329, 187]
left-story-4: [46, 1873, 292, 2084]
section-rule: [307, 837, 1520, 838]
temple-stones-headline: ಪಾತೇರಿ ಶ್ರೀ ದೇವಸ್ಥಾನದ ಗರ್ಭಗುಡಿ, ನಮಸ್ಕಾರ ಮಂಟಪಕ್ಕೆ ಶಿಲೆಗಳ ಆಗಮನ: [1152, 1420, 1456, 1479]
brand-mark-icon: [1129, 48, 1147, 67]
collector-headline: ವಿದ್ಯಾರ್ಥಿಗಳೊಂದಿಗೆ ಸಂವಾದ ನಡೆಸಿದ ಡೀಸಿ: ಗಮನ ಸೆಳೆಯಿತು 'ನಮಸ್ತೆ ಕಲೆಕ್ಟರ್' ಯೋಜನೆ: [315, 1420, 690, 1481]
left-story-1: [46, 252, 292, 801]
accent-bar: [46, 75, 149, 126]
collector-photo: [315, 1505, 695, 1681]
bottom-col-3: ಮತ್ತು ಬೇಸಿಗೆಯಲ್ಲಿ ಸ್ಥಳೀಯ ಕೃಷಿಕರಿಗೆ ಅನುಕೂಲವಾಗಲಿದೆ. ಈ ಪ್ರದೇಶದ ಜನರ ಬೇಡಿಕೆಯನ್ನು ಸಂಬಂಧಪಟ್ಟವರು ಪರಿಗಣಿಸಬೇಕು ಎಂದು ಒತ್ತಾಯಿಸಲಾಗಿದೆ.: [787, 2266, 1010, 2315]
cow-shed-photo: [1130, 933, 1520, 1132]
section-rule: [307, 1409, 1520, 1410]
section-title: ಸಂಗಮ: [1121, 76, 1277, 150]
